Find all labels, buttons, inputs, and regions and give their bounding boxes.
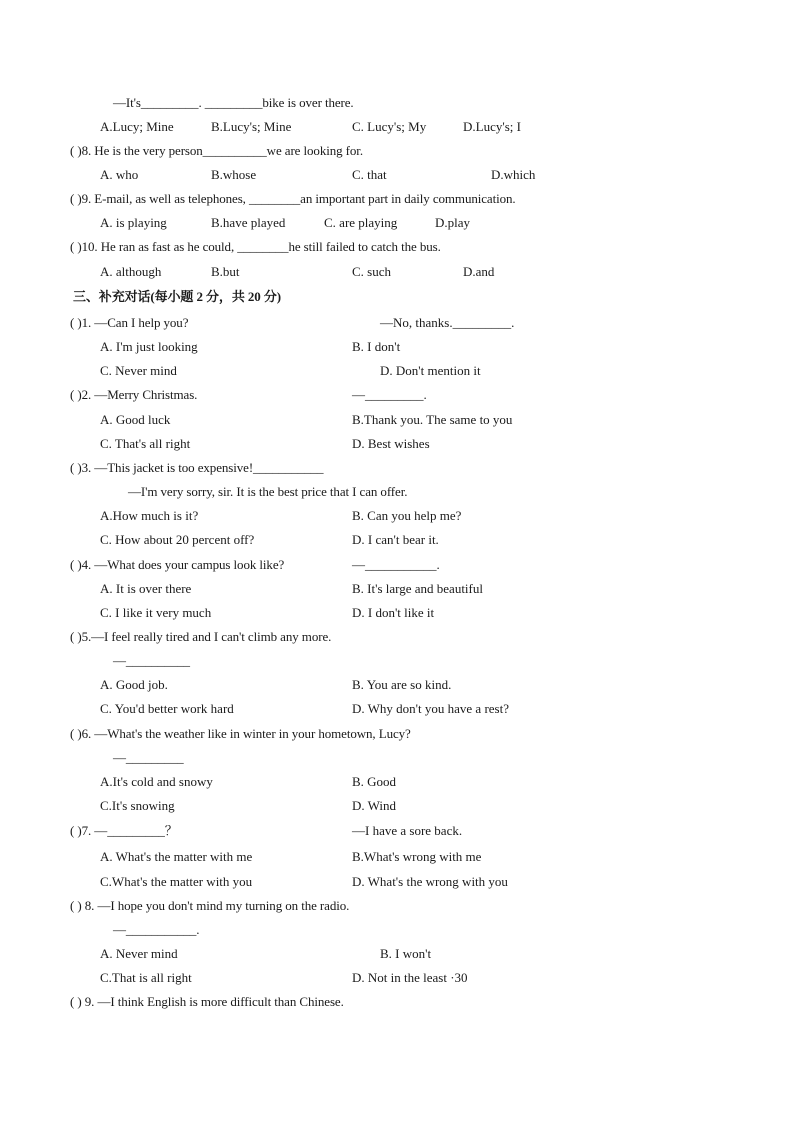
option-c: C. How about 20 percent off?: [100, 532, 255, 547]
option-c: C. I like it very much: [100, 605, 212, 620]
option-d: D. Why don't you have a rest?: [352, 701, 509, 716]
option-a: A. I'm just looking: [100, 339, 198, 354]
option-b: B. I don't: [352, 339, 401, 354]
option-c: C.It's snowing: [100, 798, 175, 813]
option-d: D.Lucy's; I: [463, 119, 521, 134]
option-d: D.play: [435, 215, 471, 230]
option-a: A. It is over there: [100, 581, 192, 596]
dialog-8-reply: —___________.: [113, 922, 200, 937]
option-d: D.which: [491, 167, 536, 182]
option-b: B. Good: [352, 774, 397, 789]
dialog-7-stem: ( )7. —_________？: [70, 823, 178, 838]
option-a: A. Good job.: [100, 677, 168, 692]
option-b: B. It's large and beautiful: [352, 581, 483, 596]
q7-reply-line: —It's_________. _________bike is over there.: [113, 95, 354, 110]
dialog-5-stem: ( )5.—I feel really tired and I can't climb any more.: [70, 629, 332, 644]
option-d: D.and: [463, 264, 495, 279]
option-a: A. What's the matter with me: [100, 849, 253, 864]
option-c: C.What's the matter with you: [100, 874, 253, 889]
dialog-4-reply: —___________.: [352, 557, 440, 572]
option-c: C.That is all right: [100, 970, 192, 985]
option-a: A. is playing: [100, 215, 167, 230]
option-c: C. That's all right: [100, 436, 191, 451]
option-d: D. Don't mention it: [380, 363, 481, 378]
q9-stem: ( )9. E-mail, as well as telephones, ________an important part in daily communication.: [70, 191, 516, 206]
q8-stem: ( )8. He is the very person__________we are looking for.: [70, 143, 363, 158]
dialog-1-stem: ( )1. —Can I help you?: [70, 315, 189, 330]
dialog-5-reply: —__________: [113, 653, 190, 668]
option-b: B.but: [211, 264, 240, 279]
option-a: A.Lucy; Mine: [100, 119, 174, 134]
option-c: C. Never mind: [100, 363, 177, 378]
option-c: C. You'd better work hard: [100, 701, 234, 716]
dialog-8-stem: ( ) 8. —I hope you don't mind my turning on the radio.: [70, 898, 350, 913]
option-b: B.Lucy's; Mine: [211, 119, 292, 134]
option-b: B.What's wrong with me: [352, 849, 482, 864]
section-title: 三、补充对话(每小题 2 分，共 20 分): [73, 289, 281, 304]
option-c: C. Lucy's; My: [352, 119, 427, 134]
option-a: A. although: [100, 264, 162, 279]
dialog-6-stem: ( )6. —What's the weather like in winter in your hometown, Lucy?: [70, 726, 411, 741]
option-b: B.have played: [211, 215, 286, 230]
option-d: D. I can't bear it.: [352, 532, 439, 547]
option-b: B. Can you help me?: [352, 508, 462, 523]
option-d: D. Wind: [352, 798, 397, 813]
option-a: A. Never mind: [100, 946, 178, 961]
dialog-4-stem: ( )4. —What does your campus look like?: [70, 557, 285, 572]
option-b: B.whose: [211, 167, 257, 182]
option-d: D. What's the wrong with you: [352, 874, 508, 889]
option-b: B.Thank you. The same to you: [352, 412, 513, 427]
option-d: D. Not in the least ·30: [352, 970, 468, 985]
option-d: D. I don't like it: [352, 605, 435, 620]
option-a: A. Good luck: [100, 412, 171, 427]
dialog-9-stem: ( ) 9. —I think English is more difficult than Chinese.: [70, 994, 344, 1009]
q10-stem: ( )10. He ran as fast as he could, ________he still failed to catch the bus.: [70, 239, 441, 254]
dialog-3-stem: ( )3. —This jacket is too expensive!___________: [70, 460, 324, 475]
option-a: A. who: [100, 167, 139, 182]
option-b: B. I won't: [380, 946, 432, 961]
dialog-2-reply: —_________.: [352, 387, 427, 402]
dialog-3-reply: —I'm very sorry, sir. It is the best price that I can offer.: [128, 484, 408, 499]
dialog-6-reply: —_________: [113, 750, 184, 765]
option-c: C. are playing: [324, 215, 398, 230]
dialog-1-reply: —No, thanks._________.: [380, 315, 515, 330]
option-a: A.How much is it?: [100, 508, 199, 523]
option-a: A.It's cold and snowy: [100, 774, 213, 789]
option-b: B. You are so kind.: [352, 677, 452, 692]
option-d: D. Best wishes: [352, 436, 430, 451]
option-c: C. such: [352, 264, 391, 279]
dialog-7-reply: —I have a sore back.: [352, 823, 463, 838]
option-c: C. that: [352, 167, 387, 182]
dialog-2-stem: ( )2. —Merry Christmas.: [70, 387, 198, 402]
